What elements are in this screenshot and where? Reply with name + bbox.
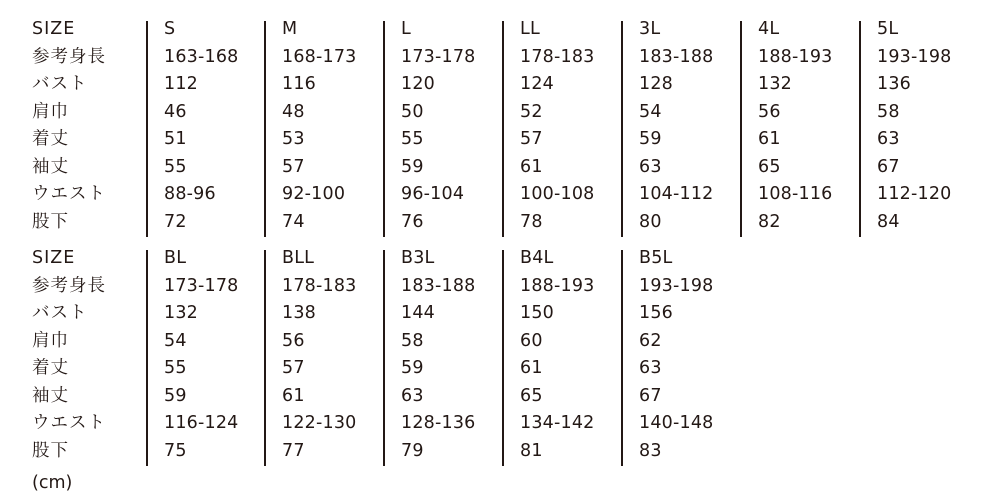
row-label: ウエスト <box>32 184 106 204</box>
measurement-cell: 56 <box>282 330 305 351</box>
row-label: 参考身長 <box>32 46 106 67</box>
measurement-cell: 136 <box>877 74 912 94</box>
measurement-cell: 79 <box>401 440 424 461</box>
measurement-cell: 55 <box>164 156 187 177</box>
size-name-cell: BL <box>164 248 187 268</box>
measurement-cell: 51 <box>164 129 187 149</box>
measurement-cell: 61 <box>520 358 543 378</box>
measurement-row <box>0 209 997 237</box>
measurement-cell: 62 <box>639 330 662 351</box>
measurement-cell: 54 <box>164 330 187 351</box>
size-name-cell: LL <box>520 19 540 39</box>
measurement-cell: 67 <box>877 156 900 177</box>
row-label: 袖丈 <box>32 385 69 406</box>
measurement-cell: 48 <box>282 101 305 122</box>
measurement-cell: 132 <box>164 303 199 323</box>
measurement-cell: 134-142 <box>520 413 595 433</box>
measurement-cell: 63 <box>401 385 424 406</box>
size-name-cell: B3L <box>401 248 435 268</box>
measurement-cell: 120 <box>401 74 436 94</box>
row-label: 袖丈 <box>32 156 69 177</box>
measurement-cell: 58 <box>877 101 900 122</box>
measurement-row <box>0 99 997 127</box>
measurement-row <box>0 273 997 301</box>
size-name-cell: B4L <box>520 248 554 268</box>
measurement-cell: 54 <box>639 101 662 122</box>
measurement-cell: 55 <box>401 129 424 149</box>
size-header-row <box>0 16 997 44</box>
measurement-cell: 57 <box>282 156 305 177</box>
measurement-cell: 156 <box>639 303 674 323</box>
measurement-cell: 183-188 <box>639 46 714 67</box>
row-label: ウエスト <box>32 413 106 433</box>
measurement-cell: 100-108 <box>520 184 595 204</box>
row-label: SIZE <box>32 248 76 268</box>
measurement-cell: 108-116 <box>758 184 833 204</box>
measurement-cell: 178-183 <box>282 275 357 296</box>
row-label: バスト <box>32 74 88 94</box>
measurement-cell: 124 <box>520 74 555 94</box>
row-label: SIZE <box>32 19 76 39</box>
measurement-cell: 163-168 <box>164 46 239 67</box>
measurement-cell: 173-178 <box>164 275 239 296</box>
measurement-cell: 78 <box>520 211 543 232</box>
size-header-row <box>0 245 997 273</box>
measurement-cell: 88-96 <box>164 184 216 204</box>
measurement-cell: 128 <box>639 74 674 94</box>
measurement-cell: 178-183 <box>520 46 595 67</box>
measurement-cell: 57 <box>282 358 305 378</box>
measurement-cell: 65 <box>758 156 781 177</box>
measurement-row <box>0 300 997 328</box>
measurement-cell: 59 <box>164 385 187 406</box>
row-label: 股下 <box>32 211 69 232</box>
size-name-cell: BLL <box>282 248 315 268</box>
measurement-cell: 128-136 <box>401 413 476 433</box>
measurement-cell: 63 <box>877 129 900 149</box>
measurement-cell: 72 <box>164 211 187 232</box>
row-label: 参考身長 <box>32 275 106 296</box>
size-name-cell: 5L <box>877 19 899 39</box>
measurement-row <box>0 181 997 209</box>
measurement-cell: 122-130 <box>282 413 357 433</box>
measurement-row <box>0 71 997 99</box>
measurement-cell: 112 <box>164 74 199 94</box>
measurement-cell: 50 <box>401 101 424 122</box>
measurement-cell: 193-198 <box>639 275 714 296</box>
measurement-cell: 116 <box>282 74 317 94</box>
measurement-cell: 92-100 <box>282 184 346 204</box>
measurement-cell: 112-120 <box>877 184 952 204</box>
measurement-cell: 81 <box>520 440 543 461</box>
measurement-cell: 188-193 <box>520 275 595 296</box>
measurement-cell: 75 <box>164 440 187 461</box>
measurement-cell: 76 <box>401 211 424 232</box>
measurement-cell: 150 <box>520 303 555 323</box>
measurement-row <box>0 410 997 438</box>
measurement-cell: 63 <box>639 358 662 378</box>
size-name-cell: L <box>401 19 411 39</box>
measurement-cell: 59 <box>639 129 662 149</box>
measurement-cell: 58 <box>401 330 424 351</box>
measurement-cell: 168-173 <box>282 46 357 67</box>
measurement-cell: 144 <box>401 303 436 323</box>
measurement-cell: 55 <box>164 358 187 378</box>
size-name-cell: B5L <box>639 248 673 268</box>
measurement-cell: 84 <box>877 211 900 232</box>
measurement-cell: 63 <box>639 156 662 177</box>
row-label: バスト <box>32 303 88 323</box>
measurement-cell: 61 <box>758 129 781 149</box>
measurement-cell: 140-148 <box>639 413 714 433</box>
measurement-cell: 59 <box>401 156 424 177</box>
row-label: 着丈 <box>32 358 69 378</box>
measurement-cell: 132 <box>758 74 793 94</box>
size-name-cell: S <box>164 19 176 39</box>
measurement-cell: 57 <box>520 129 543 149</box>
unit-note: (cm) <box>32 473 73 493</box>
measurement-cell: 59 <box>401 358 424 378</box>
measurement-cell: 61 <box>520 156 543 177</box>
row-label: 股下 <box>32 440 69 461</box>
measurement-row <box>0 44 997 72</box>
measurement-cell: 65 <box>520 385 543 406</box>
row-label: 着丈 <box>32 129 69 149</box>
measurement-row <box>0 438 997 466</box>
measurement-cell: 116-124 <box>164 413 239 433</box>
measurement-row <box>0 383 997 411</box>
measurement-cell: 183-188 <box>401 275 476 296</box>
measurement-row <box>0 355 997 383</box>
measurement-cell: 67 <box>639 385 662 406</box>
measurement-cell: 193-198 <box>877 46 952 67</box>
measurement-cell: 83 <box>639 440 662 461</box>
measurement-cell: 104-112 <box>639 184 714 204</box>
measurement-cell: 173-178 <box>401 46 476 67</box>
measurement-cell: 53 <box>282 129 305 149</box>
measurement-row <box>0 154 997 182</box>
measurement-cell: 52 <box>520 101 543 122</box>
size-name-cell: M <box>282 19 298 39</box>
measurement-cell: 74 <box>282 211 305 232</box>
measurement-row <box>0 328 997 356</box>
measurement-cell: 56 <box>758 101 781 122</box>
measurement-cell: 138 <box>282 303 317 323</box>
measurement-cell: 60 <box>520 330 543 351</box>
measurement-cell: 77 <box>282 440 305 461</box>
measurement-cell: 80 <box>639 211 662 232</box>
measurement-cell: 61 <box>282 385 305 406</box>
measurement-row <box>0 126 997 154</box>
row-label: 肩巾 <box>32 101 69 122</box>
size-name-cell: 4L <box>758 19 780 39</box>
measurement-cell: 82 <box>758 211 781 232</box>
measurement-cell: 46 <box>164 101 187 122</box>
measurement-cell: 188-193 <box>758 46 833 67</box>
row-label: 肩巾 <box>32 330 69 351</box>
size-name-cell: 3L <box>639 19 661 39</box>
measurement-cell: 96-104 <box>401 184 465 204</box>
